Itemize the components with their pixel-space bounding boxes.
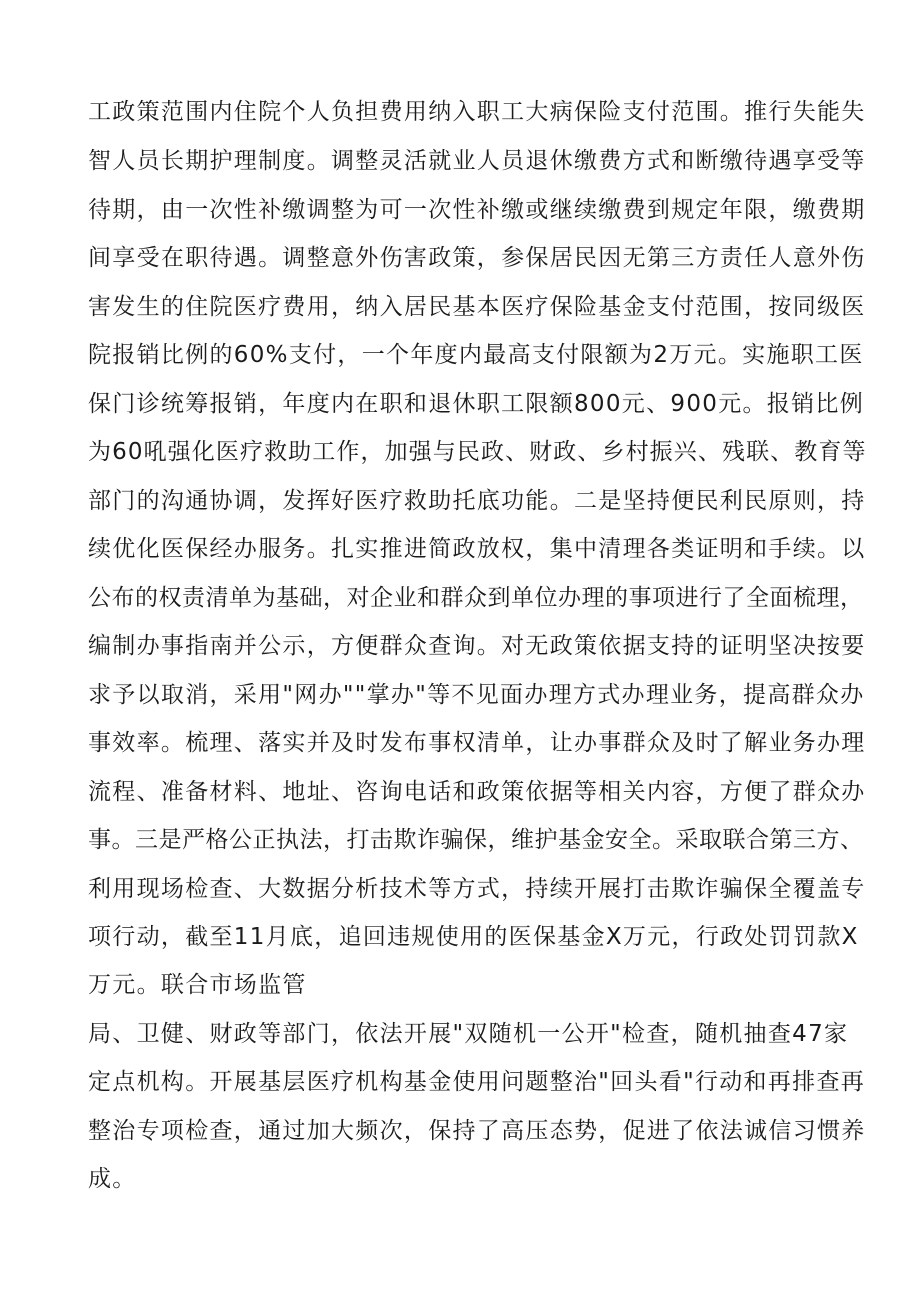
body-text-line: 求予以取消，采用"网办""掌办"等不见面办理方式办理业务，提高群众办 [88, 682, 865, 708]
body-text-line: 为60吼强化医疗救助工作，加强与民政、财政、乡村振兴、残联、教育等 [88, 439, 867, 465]
body-text-line: 定点机构。开展基层医疗机构基金使用问题整治"回头看"行动和再排查再 [88, 1069, 866, 1095]
body-text-line: 公布的权责清单为基础，对企业和群众到单位办理的事项进行了全面梳理， [88, 585, 864, 611]
body-text-line: 利用现场检查、大数据分析技术等方式，持续开展打击欺诈骗保全覆盖专 [88, 876, 866, 902]
body-text-line: 编制办事指南并公示，方便群众查询。对无政策依据支持的证明坚决按要 [88, 633, 866, 659]
body-text-line: 待期，由一次性补缴调整为可一次性补缴或继续缴费到规定年限，缴费期 [88, 197, 866, 223]
body-text-line: 事效率。梳理、落实并及时发布事权清单，让办事群众及时了解业务办理 [88, 730, 866, 756]
body-text-line: 智人员长期护理制度。调整灵活就业人员退休缴费方式和断缴待遇享受等 [88, 148, 866, 174]
body-text-line: 流程、准备材料、地址、咨询电话和政策依据等相关内容，方便了群众办 [88, 779, 866, 805]
body-text-line: 保门诊统筹报销，年度内在职和退休职工限额800元、900元。报销比例 [88, 391, 864, 417]
body-text-line: 项行动，截至11月底，追回违规使用的医保基金X万元，行政处罚罚款X [88, 924, 859, 950]
body-text-line: 万元。联合市场监管 [88, 972, 307, 998]
body-text-line: 事。三是严格公正执法，打击欺诈骗保，维护基金安全。采取联合第三方、 [88, 827, 864, 853]
body-text-line: 害发生的住院医疗费用，纳入居民基本医疗保险基金支付范围，按同级医 [88, 294, 866, 320]
body-text-line: 整治专项检查，通过加大频次，保持了高压态势，促进了依法诚信习惯养 [88, 1118, 866, 1144]
body-text-line: 成。 [88, 1166, 137, 1192]
body-text-line: 工政策范围内住院个人负担费用纳入职工大病保险支付范围。推行失能失 [88, 99, 866, 125]
body-text-line: 院报销比例的60%支付，一个年度内最高支付限额为2万元。实施职工医 [88, 342, 864, 368]
body-text-line: 局、卫健、财政等部门，依法开展"双随机一公开"检查，随机抽查47家 [88, 1021, 849, 1047]
body-text-line: 续优化医保经办服务。扎实推进简政放权，集中清理各类证明和手续。以 [88, 536, 866, 562]
body-text-line: 部门的沟通协调，发挥好医疗救助托底功能。二是坚持便民利民原则，持 [88, 488, 866, 514]
body-text-line: 间享受在职待遇。调整意外伤害政策，参保居民因无第三方责任人意外伤 [88, 245, 866, 271]
